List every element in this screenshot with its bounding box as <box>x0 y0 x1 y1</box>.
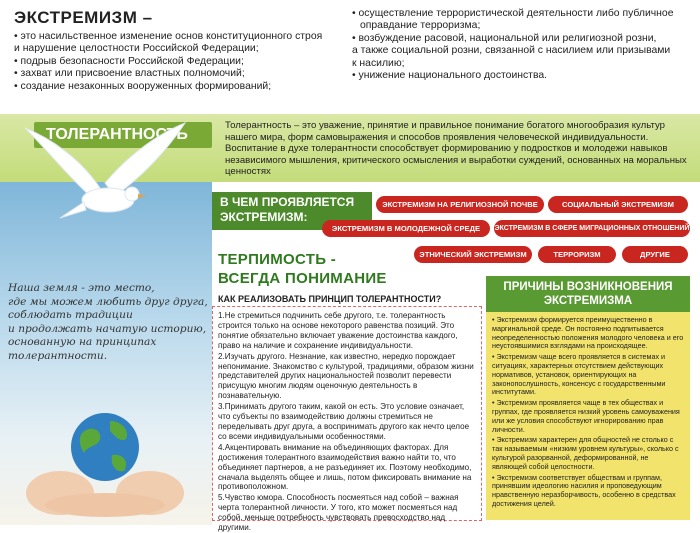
extremism-item: и нарушение целостности Российской Федерации; <box>14 43 259 55</box>
extremism-item: • осуществление террористической деятельности либо публичное <box>352 8 674 19</box>
poem-line: и продолжать начатую историю, <box>8 322 207 335</box>
principle-item: 3.Принимать другого таким, какой он есть. Это условие означает, что субъекты по взаимодействию должны стремиться не переделывать друг друга, а воспринимать другого как нечто целое со всеми индивидуальными особенностями. <box>218 402 470 441</box>
dove-icon <box>20 118 190 248</box>
reason-item: • Экстремизм характерен для общностей не столько с так называемым «низким уровнем культуры», сколько с культурой разорванной, деформированной, не являющей собой целостности. <box>492 435 679 471</box>
reason-item: • Экстремизм чаще всего проявляется в системах и ситуациях, характерных отсутствием действующих нормативов, установок, ориентирующих на законопослушность, консенсус с государственными институтами. <box>492 352 666 397</box>
extremism-type-pill: ЭТНИЧЕСКИЙ ЭКСТРЕМИЗМ <box>414 246 532 263</box>
extremism-item: оправдание терроризма; <box>360 20 481 32</box>
terpimost-title <box>218 250 478 288</box>
principle-item: 2.Изучать другого. Незнание, как известно, нередко порождает непонимание. Знакомство с культурой, традициями, образом жизни представителей других национальностей позволит перевести присущую многим людям оценочную деятельность в познавательную. <box>218 351 474 401</box>
poem-line: где мы можем любить друг друга, <box>8 295 208 308</box>
tolerance-text: Толерантность – это уважение, принятие и правильное понимание богатого многообразия культур нашего мира, форм самовыражения и способов проявления человеческой индивидуальности. Воспитание в духе толерантности способствует формированию у подростков и молодежи навыков независимого мышления, критического осмысления и выработки суждений, основанных на моральных ценностях <box>225 120 687 178</box>
extremism-item: • это насильственное изменение основ конституционного строя <box>14 31 323 42</box>
poem <box>8 282 208 364</box>
extremism-item: • создание незаконных вооруженных формирований; <box>14 80 272 92</box>
extremism-item: • захват или присвоение властных полномочий; <box>14 68 245 80</box>
extremism-definition-left <box>14 8 344 93</box>
principle-item: 4.Акцентировать внимание на объединяющих факторах. Для достижения толерантного взаимодействия важно найти то, что объединяет партнеров, а не разъединяет их. Поэтому необходимо, сначала выделять общее и лишь, потом фиксировать внимание на противоположном. <box>218 442 472 492</box>
tolerance-title: ТОЛЕРАНТНОСТЬ <box>34 122 212 148</box>
reason-item: • Экстремизм формируется преимущественно в маргинальной среде. Он постоянно подпитывается неопределенностью положения молодого человека и его неустоявшимися взглядами на происходящее. <box>492 315 684 351</box>
extremism-title: ЭКСТРЕМИЗМ – <box>14 8 153 27</box>
extremism-type-pill: ДРУГИЕ <box>622 246 688 263</box>
extremism-item: к насилию; <box>352 57 405 69</box>
extremism-type-pill: ЭКСТРЕМИЗМ В СФЕРЕ МИГРАЦИОННЫХ ОТНОШЕНИЙ <box>494 220 690 237</box>
poem-line: основанную на принципах <box>8 336 157 349</box>
extremism-item: а также социальной розни, связанной с насилием или призывами <box>352 45 671 57</box>
extremism-type-pill: СОЦИАЛЬНЫЙ ЭКСТРЕМИЗМ <box>548 196 688 213</box>
extremism-item: • унижение национального достоинства. <box>352 70 548 82</box>
reasons-title: ПРИЧИНЫ ВОЗНИКНОВЕНИЯ ЭКСТРЕМИЗМА <box>486 276 690 312</box>
extremism-type-pill: ТЕРРОРИЗМ <box>538 246 616 263</box>
manifest-title-line: ЭКСТРЕМИЗМ: <box>220 210 308 224</box>
terpimost-title-line: ТЕРПИМОСТЬ - <box>218 251 337 268</box>
principles-list <box>212 306 482 533</box>
reason-item: • Экстремизм соответствует обществам и группам, принявшим идеологию насилия и проповедующим нравственную неразборчивость, особенно в средствах достижения целей. <box>492 472 676 508</box>
extremism-type-pill: ЭКСТРЕМИЗМ НА РЕЛИГИОЗНОЙ ПОЧВЕ <box>376 196 544 213</box>
globe-in-hands-icon <box>30 395 180 520</box>
howto-heading: КАК РЕАЛИЗОВАТЬ ПРИНЦИП ТОЛЕРАНТНОСТИ? <box>218 294 442 304</box>
reasons-list <box>486 312 690 520</box>
principle-item: 5.Чувство юмора. Способность посмеяться над собой – важная черта толерантной личности. У того, кто может посмеяться над собой, меньше потребность чувствовать превосходство над другими. <box>218 493 459 533</box>
poem-line: соблюдать традиции <box>8 309 133 322</box>
extremism-item: • возбуждение расовой, национальной или религиозной розни, <box>352 32 657 44</box>
extremism-item: • подрыв безопасности Российской Федерации; <box>14 55 244 67</box>
terpimost-title-line: ВСЕГДА ПОНИМАНИЕ <box>218 270 387 287</box>
extremism-definition-right <box>352 8 682 82</box>
reason-item: • Экстремизм проявляется чаще в тех обществах и группах, где проявляется низкий уровень самоуважения или же условия способствуют игнорированию прав личности. <box>492 398 680 434</box>
principle-item: 1.Не стремиться подчинить себе другого, т.е. толерантность строится только на основе некоторого равенства позиций. Это понятие обязательно включает уважение достоинства каждого, право на наличие и сохранение индивидуальности. <box>218 311 458 350</box>
manifest-title-line: В ЧЕМ ПРОЯВЛЯЕТСЯ <box>220 195 355 209</box>
extremism-type-pill: ЭКСТРЕМИЗМ В МОЛОДЕЖНОЙ СРЕДЕ <box>322 220 490 237</box>
poem-line: Наша земля - это место, <box>8 282 155 294</box>
poem-line: толерантности. <box>8 349 108 362</box>
